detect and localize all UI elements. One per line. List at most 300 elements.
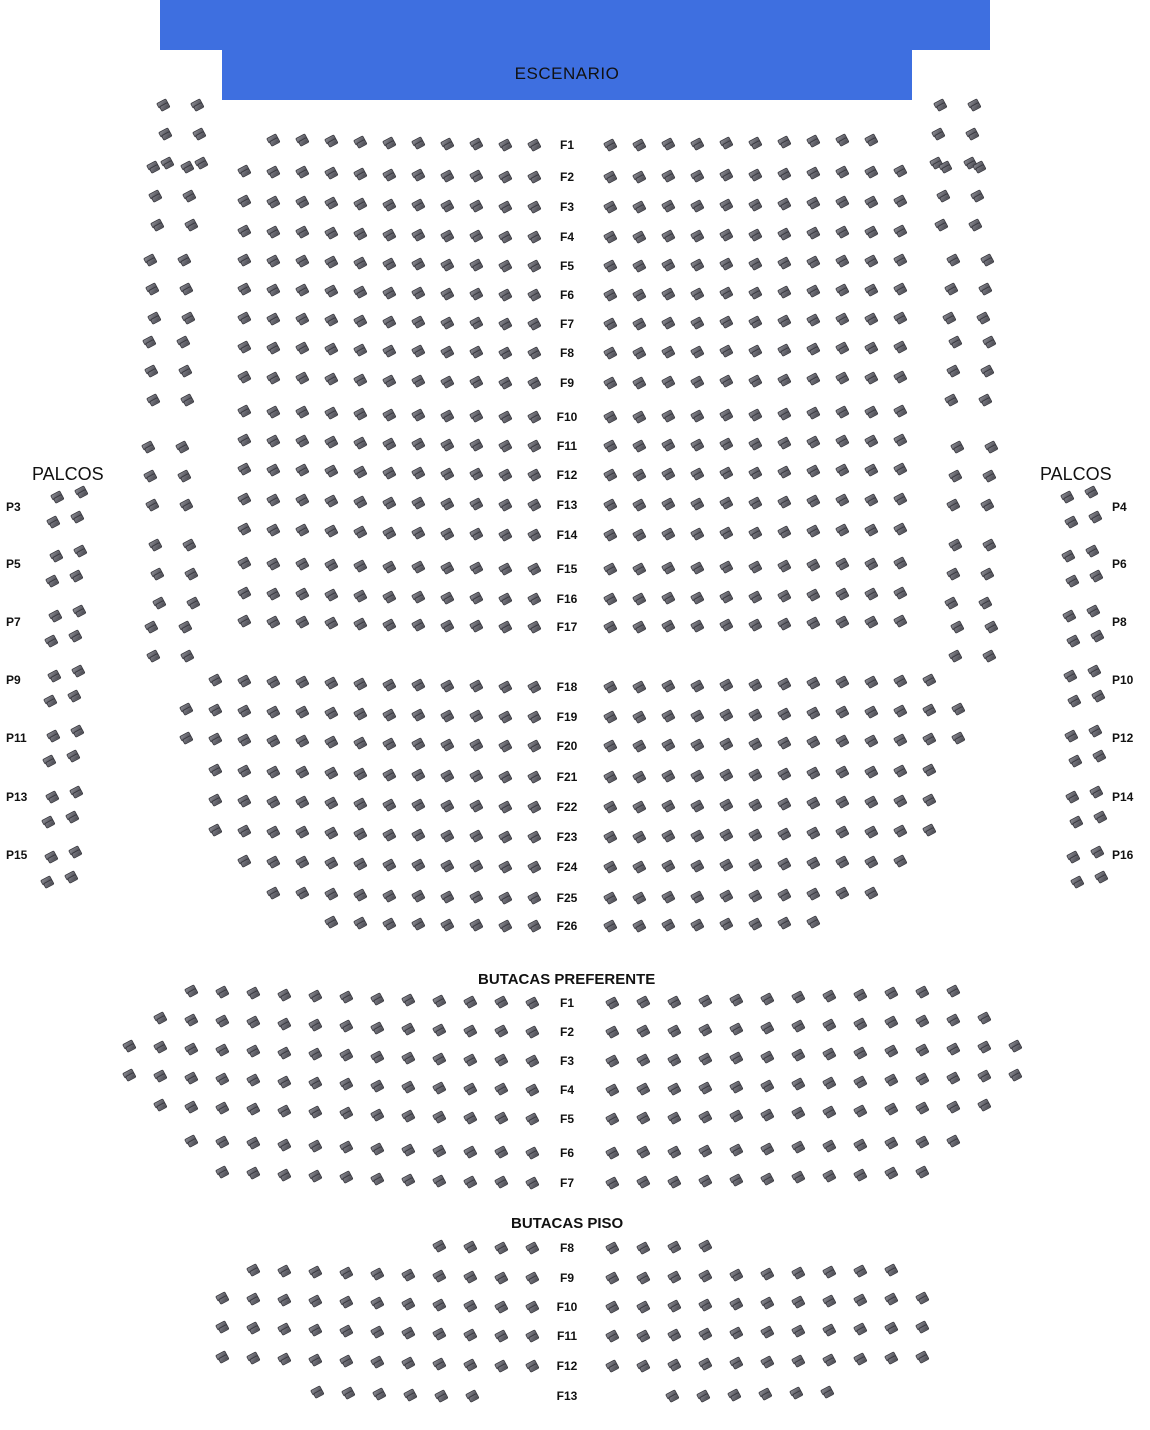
seat-side-left-g3-a2[interactable]	[144, 364, 160, 379]
seat-piso-F9-L10[interactable]	[246, 1263, 262, 1278]
seat-orchestra-F10-L2[interactable]	[498, 410, 514, 425]
seat-orchestra-F2-R2[interactable]	[632, 170, 648, 185]
seat-orchestra-F3-L11[interactable]	[237, 194, 253, 209]
seat-orchestra-F1-R8[interactable]	[806, 134, 822, 149]
seat-orchestra-F22-R7[interactable]	[777, 797, 793, 812]
seat-palco-right-P14-3[interactable]	[1069, 815, 1085, 830]
seat-orchestra-F26-L3[interactable]	[469, 918, 485, 933]
seat-orchestra-F16-L11[interactable]	[237, 586, 253, 601]
seat-orchestra-F22-L7[interactable]	[353, 797, 369, 812]
seat-orchestra-F7-R4[interactable]	[690, 316, 706, 331]
seat-orchestra-F3-R2[interactable]	[632, 200, 648, 215]
seat-orchestra-F12-R5[interactable]	[719, 466, 735, 481]
seat-side-right-g5-b3[interactable]	[978, 596, 994, 611]
seat-orchestra-F22-L12[interactable]	[208, 793, 224, 808]
seat-preferente-F2-R6[interactable]	[760, 1021, 776, 1036]
seat-side-left-g2-a1[interactable]	[143, 253, 159, 268]
seat-preferente-F1-R11[interactable]	[915, 985, 931, 1000]
seat-preferente-F5-L3[interactable]	[463, 1111, 479, 1126]
seat-preferente-F1-R10[interactable]	[884, 986, 900, 1001]
seat-preferente-F6-L1[interactable]	[525, 1146, 541, 1161]
seat-preferente-F7-R4[interactable]	[698, 1174, 714, 1189]
seat-piso-F10-R7[interactable]	[791, 1295, 807, 1310]
seat-orchestra-F10-R11[interactable]	[893, 404, 909, 419]
seat-orchestra-F9-R11[interactable]	[893, 370, 909, 385]
seat-preferente-F4-L14[interactable]	[122, 1068, 138, 1083]
seat-palco-right-P6-2[interactable]	[1085, 544, 1101, 559]
seat-orchestra-F8-R1[interactable]	[603, 346, 619, 361]
seat-orchestra-F1-L5[interactable]	[411, 136, 427, 151]
seat-piso-F13-R6[interactable]	[820, 1385, 836, 1400]
seat-orchestra-F7-L9[interactable]	[295, 312, 311, 327]
seat-orchestra-F21-R11[interactable]	[893, 764, 909, 779]
seat-piso-F12-L11[interactable]	[215, 1350, 231, 1365]
seat-piso-F8-R1[interactable]	[605, 1241, 621, 1256]
seat-orchestra-F1-L4[interactable]	[440, 137, 456, 152]
seat-palco-right-P12-4[interactable]	[1092, 749, 1108, 764]
seat-orchestra-F1-L7[interactable]	[353, 135, 369, 150]
seat-orchestra-F7-L3[interactable]	[469, 316, 485, 331]
seat-orchestra-F14-R11[interactable]	[893, 522, 909, 537]
seat-orchestra-F10-L5[interactable]	[411, 408, 427, 423]
seat-preferente-F4-L11[interactable]	[215, 1072, 231, 1087]
seat-orchestra-F18-L9[interactable]	[295, 675, 311, 690]
seat-piso-F13-R4[interactable]	[758, 1387, 774, 1402]
seat-piso-F11-R11[interactable]	[915, 1320, 931, 1335]
seat-orchestra-F15-R5[interactable]	[719, 560, 735, 575]
seat-palco-right-P8-1[interactable]	[1062, 609, 1078, 624]
seat-orchestra-F20-R2[interactable]	[632, 739, 648, 754]
seat-preferente-F3-L7[interactable]	[339, 1048, 355, 1063]
seat-orchestra-F17-L1[interactable]	[527, 620, 543, 635]
seat-orchestra-F17-L11[interactable]	[237, 614, 253, 629]
seat-orchestra-F9-R9[interactable]	[835, 371, 851, 386]
seat-orchestra-F12-L2[interactable]	[498, 468, 514, 483]
seat-palco-left-P11-3[interactable]	[42, 754, 58, 769]
seat-orchestra-F13-L8[interactable]	[324, 494, 340, 509]
seat-preferente-F4-R8[interactable]	[822, 1076, 838, 1091]
seat-orchestra-F1-L2[interactable]	[498, 138, 514, 153]
seat-preferente-F1-R2[interactable]	[636, 995, 652, 1010]
seat-palco-right-P10-4[interactable]	[1091, 689, 1107, 704]
seat-orchestra-F18-L1[interactable]	[527, 680, 543, 695]
seat-orchestra-F9-R10[interactable]	[864, 371, 880, 386]
seat-side-left-g6-b2[interactable]	[180, 649, 196, 664]
seat-orchestra-F18-L8[interactable]	[324, 676, 340, 691]
seat-piso-F9-L1[interactable]	[525, 1271, 541, 1286]
seat-orchestra-F12-L8[interactable]	[324, 464, 340, 479]
seat-palco-left-P9-1[interactable]	[47, 669, 63, 684]
seat-preferente-F4-R10[interactable]	[884, 1073, 900, 1088]
seat-orchestra-F23-R10[interactable]	[864, 825, 880, 840]
seat-preferente-F3-R10[interactable]	[884, 1044, 900, 1059]
seat-side-right-g3-a3[interactable]	[944, 393, 960, 408]
seat-palco-right-P16-4[interactable]	[1094, 870, 1110, 885]
seat-orchestra-F3-L2[interactable]	[498, 200, 514, 215]
seat-orchestra-F24-L1[interactable]	[527, 860, 543, 875]
seat-orchestra-F22-R5[interactable]	[719, 798, 735, 813]
seat-orchestra-F21-L4[interactable]	[440, 769, 456, 784]
seat-piso-F9-R4[interactable]	[698, 1269, 714, 1284]
seat-orchestra-F15-R7[interactable]	[777, 559, 793, 574]
seat-preferente-F4-R3[interactable]	[667, 1082, 683, 1097]
seat-orchestra-F24-L11[interactable]	[237, 854, 253, 869]
seat-orchestra-F12-L10[interactable]	[266, 463, 282, 478]
seat-piso-F10-L9[interactable]	[277, 1293, 293, 1308]
seat-orchestra-F4-L9[interactable]	[295, 225, 311, 240]
seat-palco-right-P12-3[interactable]	[1068, 754, 1084, 769]
seat-orchestra-F19-L5[interactable]	[411, 708, 427, 723]
seat-orchestra-F2-R6[interactable]	[748, 168, 764, 183]
seat-piso-F10-R8[interactable]	[822, 1294, 838, 1309]
seat-preferente-F3-L11[interactable]	[215, 1043, 231, 1058]
seat-preferente-F2-R13[interactable]	[977, 1011, 993, 1026]
seat-preferente-F6-L12[interactable]	[184, 1134, 200, 1149]
seat-orchestra-F21-L9[interactable]	[295, 765, 311, 780]
seat-orchestra-F22-R3[interactable]	[661, 799, 677, 814]
seat-orchestra-F3-L9[interactable]	[295, 195, 311, 210]
seat-preferente-F3-L14[interactable]	[122, 1039, 138, 1054]
seat-orchestra-F25-L4[interactable]	[440, 890, 456, 905]
seat-side-right-g4-a1[interactable]	[950, 440, 966, 455]
seat-orchestra-F18-L3[interactable]	[469, 679, 485, 694]
seat-preferente-F1-L5[interactable]	[401, 993, 417, 1008]
seat-orchestra-F22-R8[interactable]	[806, 796, 822, 811]
seat-orchestra-F21-R1[interactable]	[603, 770, 619, 785]
seat-orchestra-F8-R11[interactable]	[893, 340, 909, 355]
seat-preferente-F6-L10[interactable]	[246, 1136, 262, 1151]
seat-preferente-F1-R3[interactable]	[667, 995, 683, 1010]
seat-preferente-F6-L4[interactable]	[432, 1144, 448, 1159]
seat-side-left-g0-b1[interactable]	[190, 98, 206, 113]
seat-orchestra-F11-R6[interactable]	[748, 437, 764, 452]
seat-orchestra-F24-R1[interactable]	[603, 860, 619, 875]
seat-piso-F8-R3[interactable]	[667, 1240, 683, 1255]
seat-preferente-F6-R4[interactable]	[698, 1144, 714, 1159]
seat-preferente-F1-R1[interactable]	[605, 996, 621, 1011]
seat-orchestra-F10-R8[interactable]	[806, 406, 822, 421]
seat-orchestra-F26-R4[interactable]	[690, 918, 706, 933]
seat-orchestra-F13-R6[interactable]	[748, 496, 764, 511]
seat-side-left-g1-a3[interactable]	[150, 218, 166, 233]
seat-side-right-g1-b2[interactable]	[970, 189, 986, 204]
seat-preferente-F2-L5[interactable]	[401, 1022, 417, 1037]
seat-orchestra-F3-R6[interactable]	[748, 198, 764, 213]
seat-orchestra-F10-R10[interactable]	[864, 405, 880, 420]
seat-orchestra-F6-R7[interactable]	[777, 285, 793, 300]
seat-piso-F13-R3[interactable]	[727, 1388, 743, 1403]
seat-side-left-g1-b2[interactable]	[182, 189, 198, 204]
seat-piso-F9-L4[interactable]	[432, 1269, 448, 1284]
seat-preferente-F2-R8[interactable]	[822, 1018, 838, 1033]
seat-palco-left-P5-1[interactable]	[49, 549, 65, 564]
seat-piso-F10-L8[interactable]	[308, 1294, 324, 1309]
seat-piso-F11-L8[interactable]	[308, 1323, 324, 1338]
seat-orchestra-F22-L9[interactable]	[295, 795, 311, 810]
seat-side-right-g4-b1[interactable]	[984, 440, 1000, 455]
seat-orchestra-F2-L3[interactable]	[469, 169, 485, 184]
seat-preferente-F1-R7[interactable]	[791, 990, 807, 1005]
seat-orchestra-F17-L4[interactable]	[440, 619, 456, 634]
seat-orchestra-F11-R10[interactable]	[864, 434, 880, 449]
seat-piso-F8-R4[interactable]	[698, 1239, 714, 1254]
seat-side-right-g6-a1[interactable]	[950, 620, 966, 635]
seat-piso-F10-R6[interactable]	[760, 1296, 776, 1311]
seat-orchestra-F16-L10[interactable]	[266, 587, 282, 602]
seat-preferente-F7-L9[interactable]	[277, 1168, 293, 1183]
seat-side-left-g4-b3[interactable]	[179, 498, 195, 513]
seat-piso-F11-L2[interactable]	[494, 1329, 510, 1344]
seat-preferente-F3-L9[interactable]	[277, 1046, 293, 1061]
seat-orchestra-F1-L9[interactable]	[295, 133, 311, 148]
seat-orchestra-F13-R3[interactable]	[661, 497, 677, 512]
seat-preferente-F1-R4[interactable]	[698, 994, 714, 1009]
seat-orchestra-F15-L10[interactable]	[266, 557, 282, 572]
seat-preferente-F3-R6[interactable]	[760, 1050, 776, 1065]
seat-orchestra-F13-R5[interactable]	[719, 496, 735, 511]
seat-orchestra-F19-L1[interactable]	[527, 710, 543, 725]
seat-piso-F13-L1[interactable]	[465, 1389, 481, 1404]
seat-orchestra-F25-R8[interactable]	[806, 887, 822, 902]
seat-preferente-F1-L11[interactable]	[215, 985, 231, 1000]
seat-orchestra-F20-R5[interactable]	[719, 737, 735, 752]
seat-preferente-F5-L1[interactable]	[525, 1112, 541, 1127]
seat-orchestra-F5-L1[interactable]	[527, 259, 543, 274]
seat-orchestra-F15-L1[interactable]	[527, 562, 543, 577]
seat-preferente-F3-R12[interactable]	[946, 1042, 962, 1057]
seat-preferente-F2-R1[interactable]	[605, 1025, 621, 1040]
seat-orchestra-F12-L3[interactable]	[469, 467, 485, 482]
seat-preferente-F3-R9[interactable]	[853, 1046, 869, 1061]
seat-preferente-F4-R2[interactable]	[636, 1082, 652, 1097]
seat-orchestra-F2-R8[interactable]	[806, 166, 822, 181]
seat-piso-F9-R7[interactable]	[791, 1266, 807, 1281]
seat-orchestra-F10-L9[interactable]	[295, 405, 311, 420]
seat-preferente-F3-L12[interactable]	[184, 1042, 200, 1057]
seat-palco-right-P14-4[interactable]	[1093, 810, 1109, 825]
seat-orchestra-F20-L11[interactable]	[237, 733, 253, 748]
seat-orchestra-F26-R6[interactable]	[748, 917, 764, 932]
seat-orchestra-F26-L2[interactable]	[498, 919, 514, 934]
seat-orchestra-F24-L8[interactable]	[324, 856, 340, 871]
seat-orchestra-F17-R3[interactable]	[661, 619, 677, 634]
seat-side-left-g0-b2[interactable]	[192, 127, 208, 142]
seat-orchestra-F12-R8[interactable]	[806, 464, 822, 479]
seat-piso-F10-L1[interactable]	[525, 1300, 541, 1315]
seat-preferente-F2-L8[interactable]	[308, 1018, 324, 1033]
seat-orchestra-F13-R1[interactable]	[603, 498, 619, 513]
seat-orchestra-F8-L2[interactable]	[498, 346, 514, 361]
seat-palco-right-P10-1[interactable]	[1063, 669, 1079, 684]
seat-preferente-F3-R13[interactable]	[977, 1040, 993, 1055]
seat-orchestra-F5-R2[interactable]	[632, 259, 648, 274]
seat-orchestra-F11-R5[interactable]	[719, 437, 735, 452]
seat-side-right-g3-b1[interactable]	[982, 335, 998, 350]
seat-preferente-F7-R5[interactable]	[729, 1173, 745, 1188]
seat-piso-F9-R2[interactable]	[636, 1271, 652, 1286]
seat-palco-left-P13-2[interactable]	[69, 785, 85, 800]
seat-orchestra-F1-R9[interactable]	[835, 133, 851, 148]
seat-piso-F11-L11[interactable]	[215, 1320, 231, 1335]
seat-orchestra-F14-L5[interactable]	[411, 526, 427, 541]
seat-orchestra-F9-L6[interactable]	[382, 374, 398, 389]
seat-orchestra-F12-L7[interactable]	[353, 465, 369, 480]
seat-orchestra-F6-R6[interactable]	[748, 286, 764, 301]
seat-orchestra-F24-R7[interactable]	[777, 857, 793, 872]
seat-preferente-F5-R6[interactable]	[760, 1108, 776, 1123]
seat-preferente-F1-R6[interactable]	[760, 992, 776, 1007]
seat-palco-right-P10-3[interactable]	[1067, 694, 1083, 709]
seat-preferente-F7-L8[interactable]	[308, 1169, 324, 1184]
seat-preferente-F3-R3[interactable]	[667, 1053, 683, 1068]
seat-orchestra-F4-L1[interactable]	[527, 230, 543, 245]
seat-piso-F9-L6[interactable]	[370, 1267, 386, 1282]
seat-preferente-F5-L13[interactable]	[153, 1098, 169, 1113]
seat-orchestra-F21-R4[interactable]	[690, 769, 706, 784]
seat-orchestra-F2-L4[interactable]	[440, 169, 456, 184]
seat-preferente-F6-R5[interactable]	[729, 1143, 745, 1158]
seat-preferente-F6-R12[interactable]	[946, 1134, 962, 1149]
seat-orchestra-F9-L1[interactable]	[527, 376, 543, 391]
seat-piso-F10-R9[interactable]	[853, 1293, 869, 1308]
seat-side-right-g4-b3[interactable]	[980, 498, 996, 513]
seat-orchestra-F22-R11[interactable]	[893, 794, 909, 809]
seat-orchestra-F7-R2[interactable]	[632, 317, 648, 332]
seat-orchestra-F16-L3[interactable]	[469, 591, 485, 606]
seat-piso-F10-L7[interactable]	[339, 1295, 355, 1310]
seat-preferente-F6-L11[interactable]	[215, 1135, 231, 1150]
seat-preferente-F2-R4[interactable]	[698, 1023, 714, 1038]
seat-orchestra-F5-L6[interactable]	[382, 257, 398, 272]
seat-orchestra-F6-L4[interactable]	[440, 287, 456, 302]
seat-orchestra-F22-L3[interactable]	[469, 799, 485, 814]
seat-palco-right-P8-3[interactable]	[1066, 634, 1082, 649]
seat-orchestra-F7-L2[interactable]	[498, 317, 514, 332]
seat-preferente-F4-L13[interactable]	[153, 1069, 169, 1084]
seat-orchestra-F20-R10[interactable]	[864, 734, 880, 749]
seat-preferente-F4-R4[interactable]	[698, 1081, 714, 1096]
seat-preferente-F5-L2[interactable]	[494, 1111, 510, 1126]
seat-piso-F10-L2[interactable]	[494, 1300, 510, 1315]
seat-orchestra-F22-L1[interactable]	[527, 800, 543, 815]
seat-orchestra-F11-L10[interactable]	[266, 434, 282, 449]
seat-orchestra-F23-R4[interactable]	[690, 829, 706, 844]
seat-orchestra-F19-R13[interactable]	[951, 702, 967, 717]
seat-orchestra-F19-R1[interactable]	[603, 710, 619, 725]
seat-preferente-F4-R11[interactable]	[915, 1072, 931, 1087]
seat-orchestra-F14-R4[interactable]	[690, 527, 706, 542]
seat-preferente-F1-R12[interactable]	[946, 984, 962, 999]
seat-piso-F12-L1[interactable]	[525, 1359, 541, 1374]
seat-orchestra-F5-R4[interactable]	[690, 258, 706, 273]
seat-orchestra-F8-R7[interactable]	[777, 343, 793, 358]
seat-piso-F13-L4[interactable]	[372, 1387, 388, 1402]
seat-orchestra-F22-R10[interactable]	[864, 795, 880, 810]
seat-palco-left-P3-4[interactable]	[70, 510, 86, 525]
seat-orchestra-F14-R2[interactable]	[632, 528, 648, 543]
seat-orchestra-F12-L4[interactable]	[440, 467, 456, 482]
seat-side-left-g1-a2[interactable]	[148, 189, 164, 204]
seat-preferente-F2-L13[interactable]	[153, 1011, 169, 1026]
seat-preferente-F7-L7[interactable]	[339, 1170, 355, 1185]
seat-palco-left-P3-3[interactable]	[46, 515, 62, 530]
seat-orchestra-F13-L5[interactable]	[411, 496, 427, 511]
seat-piso-F13-L2[interactable]	[434, 1389, 450, 1404]
seat-orchestra-F20-L5[interactable]	[411, 737, 427, 752]
seat-palco-right-P8-4[interactable]	[1090, 629, 1106, 644]
seat-orchestra-F9-L11[interactable]	[237, 370, 253, 385]
seat-orchestra-F21-L6[interactable]	[382, 768, 398, 783]
seat-preferente-F3-L5[interactable]	[401, 1051, 417, 1066]
seat-orchestra-F3-L4[interactable]	[440, 199, 456, 214]
seat-preferente-F5-R10[interactable]	[884, 1102, 900, 1117]
seat-piso-F8-L2[interactable]	[494, 1241, 510, 1256]
seat-piso-F9-L5[interactable]	[401, 1268, 417, 1283]
seat-orchestra-F1-R7[interactable]	[777, 135, 793, 150]
seat-preferente-F6-R9[interactable]	[853, 1138, 869, 1153]
seat-orchestra-F16-R3[interactable]	[661, 591, 677, 606]
seat-side-right-g1-b3[interactable]	[968, 218, 984, 233]
seat-orchestra-F13-L1[interactable]	[527, 498, 543, 513]
seat-orchestra-F1-R4[interactable]	[690, 137, 706, 152]
seat-orchestra-F23-R1[interactable]	[603, 830, 619, 845]
seat-palco-left-P3-2[interactable]	[74, 485, 90, 500]
seat-preferente-F6-L9[interactable]	[277, 1138, 293, 1153]
seat-preferente-F5-R12[interactable]	[946, 1100, 962, 1115]
seat-preferente-F2-L7[interactable]	[339, 1019, 355, 1034]
seat-orchestra-F17-R2[interactable]	[632, 620, 648, 635]
seat-preferente-F7-L3[interactable]	[463, 1175, 479, 1190]
seat-orchestra-F19-R10[interactable]	[864, 705, 880, 720]
seat-orchestra-F10-L6[interactable]	[382, 408, 398, 423]
seat-orchestra-F14-R3[interactable]	[661, 527, 677, 542]
seat-preferente-F2-R10[interactable]	[884, 1015, 900, 1030]
seat-orchestra-F24-R11[interactable]	[893, 854, 909, 869]
seat-palco-left-P7-2[interactable]	[72, 604, 88, 619]
seat-palco-left-P15-1[interactable]	[44, 850, 60, 865]
seat-orchestra-F11-L2[interactable]	[498, 439, 514, 454]
seat-orchestra-F12-R3[interactable]	[661, 467, 677, 482]
seat-preferente-F2-L12[interactable]	[184, 1013, 200, 1028]
seat-orchestra-F3-R3[interactable]	[661, 199, 677, 214]
seat-preferente-F4-R14[interactable]	[1008, 1068, 1024, 1083]
seat-orchestra-F13-L2[interactable]	[498, 498, 514, 513]
seat-orchestra-F18-R1[interactable]	[603, 680, 619, 695]
seat-orchestra-F21-R6[interactable]	[748, 768, 764, 783]
seat-orchestra-F14-R9[interactable]	[835, 523, 851, 538]
seat-palco-left-P13-1[interactable]	[45, 790, 61, 805]
seat-orchestra-F14-L9[interactable]	[295, 523, 311, 538]
seat-orchestra-F10-R7[interactable]	[777, 407, 793, 422]
seat-side-right-g6-b1[interactable]	[984, 620, 1000, 635]
seat-orchestra-F11-L6[interactable]	[382, 437, 398, 452]
seat-orchestra-F8-L1[interactable]	[527, 346, 543, 361]
seat-orchestra-F20-L9[interactable]	[295, 734, 311, 749]
seat-preferente-F7-R11[interactable]	[915, 1165, 931, 1180]
seat-preferente-F1-L10[interactable]	[246, 986, 262, 1001]
seat-orchestra-F19-L10[interactable]	[266, 705, 282, 720]
seat-orchestra-F8-R9[interactable]	[835, 341, 851, 356]
seat-palco-left-P11-2[interactable]	[70, 724, 86, 739]
seat-orchestra-F3-L5[interactable]	[411, 198, 427, 213]
seat-orchestra-F14-R1[interactable]	[603, 528, 619, 543]
seat-orchestra-F19-R4[interactable]	[690, 709, 706, 724]
seat-orchestra-F24-R3[interactable]	[661, 859, 677, 874]
seat-orchestra-F17-R10[interactable]	[864, 615, 880, 630]
seat-orchestra-F25-R10[interactable]	[864, 886, 880, 901]
seat-orchestra-F1-R1[interactable]	[603, 138, 619, 153]
seat-orchestra-F16-L6[interactable]	[382, 590, 398, 605]
